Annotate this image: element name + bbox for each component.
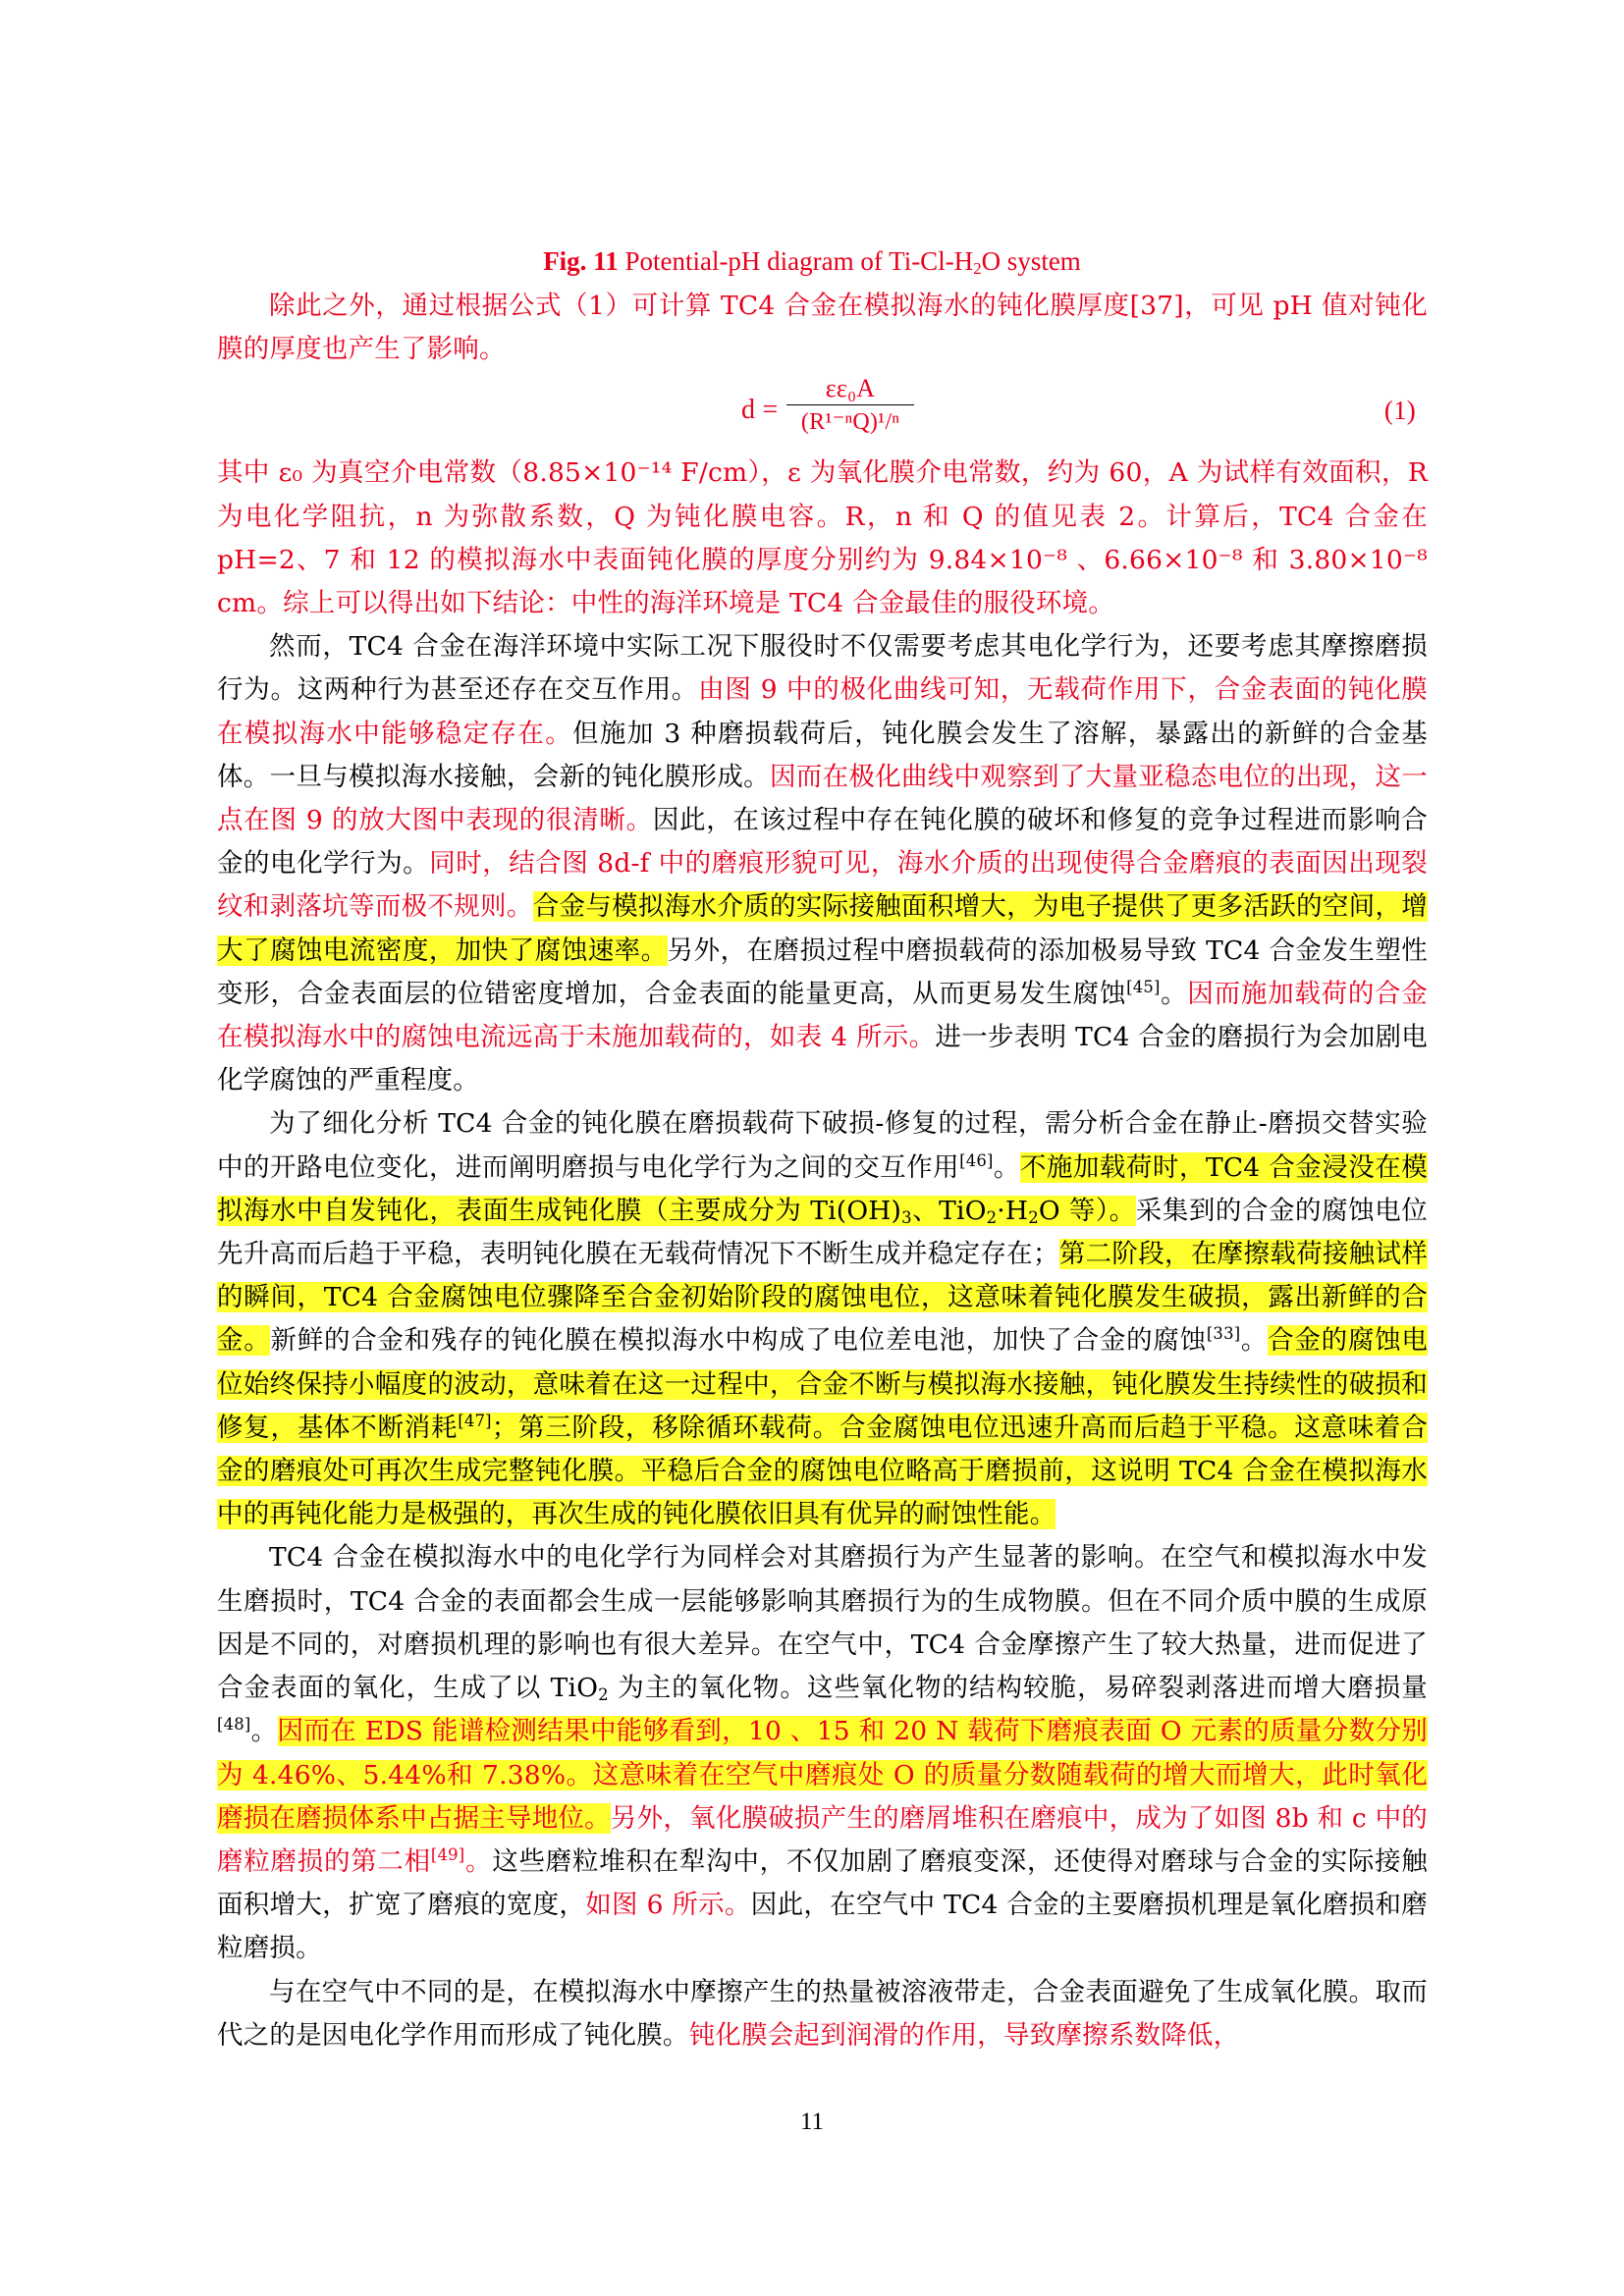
page-number: 11 (799, 2109, 825, 2135)
p3-sentence-5: 因此，在该过程中存在钝化膜的破坏和修复的竞争过程进而影响合金的电化学行为。 (217, 805, 1428, 880)
citation-48: [48] (217, 1715, 251, 1735)
p5-sentence-3: 另外，氧化膜破损产生的磨屑堆积在磨痕中，成为了如图 8b 和 c 中的磨粒磨损的第二相 (217, 1802, 1429, 1877)
paragraph-2: 其中 ε₀ 为真空介电常数（8.85×10⁻¹⁴ F/cm），ε 为氧化膜介电常数，约为 60，A 为试样有效面积，R 为电化学阻抗，n 为弥散系数，Q 为钝化膜电容。R，n 和 Q 的值见表 2。计算后，TC4 合金在 pH=2、7 和 12 的模拟海水中表面钝化膜的厚度分别约为 9.84×10⁻⁸ 、6.66×10⁻⁸ 和 3.80×10⁻⁸ cm。综上可以得出如下结论：中性的海洋环境是 TC4 合金最佳的服役环境。 (217, 457, 1428, 619)
p5-sentence-4: 这些磨粒堆积在犁沟中，不仅加剧了磨痕变深，还使得对磨球与合金的实际接触面积增大，扩宽了磨痕的宽度， (217, 1845, 1428, 1921)
equation-fraction (786, 373, 914, 439)
p4-sub-1: 3 (901, 1207, 912, 1227)
paragraph-1: 除此之外，通过根据公式（1）可计算 TC4 合金在模拟海水的钝化膜厚度[37]，可见 pH 值对钝化膜的厚度也产生了影响。 (217, 291, 1428, 365)
p4-sentence-6-end: ；第三阶段，移除循环载荷。合金腐蚀电位迅速升高而后趋于平稳。这意味着合金的磨痕处可再次生成完整钝化膜。平稳后合金的腐蚀电位略高于磨损前，这说明 TC4 合金在模拟海水中的再钝化能力是极强的，再次生成的钝化膜依旧具有优异的耐蚀性能。 (217, 1412, 1428, 1530)
p3-highlight-1: 合金与模拟海水介质的实际接触面积增大，为电子提供了更多活跃的空间，增大了腐蚀电流密度，加快了腐蚀速率。 (217, 891, 1428, 966)
paragraph-3 (217, 625, 1428, 1102)
p5-highlight-1: 因而在 EDS 能谱检测结果中能够看到，10 、15 和 20 N 载荷下磨痕表面 O 元素的质量分数分别为 4.46%、5.44%和 7.38%。这意味着在空气中磨痕处 O 的质量分数随载荷的增大而增大，此时氧化磨损在磨损体系中占据主导地位。 (217, 1716, 1428, 1834)
p4-sentence-1: 为了细化分析 TC4 合金的钝化膜在磨损载荷下破损-修复的过程，需分析合金在静止-磨损交替实验中的开路电位变化，进而阐明磨损与电化学行为之间的交互作用 (217, 1108, 1428, 1183)
citation-47: [47] (458, 1412, 492, 1431)
p3-sentence-8-end: 。 (1160, 978, 1188, 1009)
p4-sentence-5: 新鲜的合金和残存的钝化膜在模拟海水中构成了电位差电池，加快了合金的腐蚀 (270, 1325, 1207, 1357)
p5-sentence-1-end: 为主的氧化物。这些氧化物的结构较脆，易碎裂剥落进而增大磨损量 (608, 1673, 1429, 1704)
p3-sentence-4: 因而在极化曲线中观察到了大量亚稳态电位的出现，这一点在图 9 的放大图中表现的很清晰。 (217, 761, 1429, 836)
p3-sentence-3: 但施加 3 种磨损载荷后，钝化膜会发生了溶解，暴露出的新鲜的合金基体。一旦与模拟海水接触，会新的钝化膜形成。 (217, 718, 1428, 792)
p4-sentence-2-mid: 、TiO (911, 1195, 987, 1226)
p3-sentence-1: 然而，TC4 合金在海洋环境中实际工况下服役时不仅需要考虑其电化学行为，还要考虑其摩擦磨损行为。这两种行为甚至还存在交互作用。 (217, 631, 1428, 706)
equation-lhs: d = (741, 395, 779, 426)
equation-1 (217, 373, 1428, 448)
citation-45: [45] (1126, 978, 1161, 996)
citation-49: [49] (430, 1845, 465, 1865)
p5-sub-1: 2 (598, 1685, 609, 1705)
p4-highlight-3 (217, 1325, 1428, 1529)
p4-sentence-1-end: 。 (993, 1151, 1020, 1183)
p6-sentence-1: 与在空气中不同的是，在模拟海水中摩擦产生的热量被溶液带走，合金表面避免了生成氧化膜。取而代之的是因电化学作用而形成了钝化膜。 (217, 1976, 1428, 2051)
p6-sentence-2: 钝化膜会起到润滑的作用，导致摩擦系数降低， (688, 2019, 1240, 2051)
p4-sentence-2-end: ·H (997, 1195, 1029, 1226)
p3-sentence-9: 因而施加载荷的合金在模拟海水中的腐蚀电流远高于未施加载荷的，如表 4 所示。 (217, 978, 1428, 1053)
p4-sentence-3: 采集到的合金的腐蚀电位先升高而后趋于平稳，表明钝化膜在无载荷情况下不断生成并稳定存在； (217, 1195, 1428, 1270)
citation-46: [46] (959, 1150, 994, 1170)
p3-sentence-10: 进一步表明 TC4 合金的磨损行为会加剧电化学腐蚀的严重程度。 (217, 1022, 1428, 1096)
caption-text-end: O system (981, 246, 1081, 276)
p4-sentence-2: 不施加载荷时，TC4 合金浸没在模拟海水中自发钝化，表面生成钝化膜（主要成分为 Ti(OH) (217, 1151, 1428, 1226)
p4-sentence-6: 合金的腐蚀电位始终保持小幅度的波动，意味着在这一过程中，合金不断与模拟海水接触，钝化膜发生持续性的破损和修复，基体不断消耗 (217, 1325, 1429, 1443)
p3-sentence-2: 由图 9 中的极化曲线可知，无载荷作用下，合金表面的钝化膜在模拟海水中能够稳定存在。 (217, 674, 1428, 749)
body-text (217, 285, 1428, 2057)
equation-denominator: (R¹⁻ⁿQ)¹/ⁿ (800, 409, 900, 436)
p5-sentence-6: 因此，在空气中 TC4 合金的主要磨损机理是氧化磨损和磨粒磨损。 (217, 1890, 1428, 1964)
paragraph-4 (217, 1102, 1428, 1536)
p4-highlight-2: 第二阶段，在摩擦载荷接触试样的瞬间，TC4 合金腐蚀电位骤降至合金初始阶段的腐蚀电位，这意味着钝化膜发生破损，露出新鲜的合金。 (217, 1239, 1428, 1357)
p4-sub-2: 2 (986, 1207, 998, 1227)
caption-subscript: 2 (973, 259, 982, 279)
paragraph-6 (217, 1971, 1428, 2057)
citation-33: [33] (1206, 1324, 1241, 1344)
equation-number: (1) (1383, 396, 1416, 426)
p5-sentence-1-dot: 。 (250, 1716, 278, 1747)
p3-sentence-8: 另外，在磨损过程中磨损载荷的添加极易导致 TC4 合金发生塑性变形，合金表面层的位错密度增加，合金表面的能量更高，从而更易发生腐蚀 (217, 934, 1429, 1009)
p4-sub-3: 2 (1028, 1207, 1039, 1227)
caption-text: Potential-pH diagram of Ti-Cl-H (618, 246, 974, 276)
p4-sentence-2-tail: O 等）。 (1038, 1195, 1136, 1226)
p5-sentence-1: TC4 合金在模拟海水中的电化学行为同样会对其磨损行为产生显著的影响。在空气和模拟海水中发生磨损时，TC4 合金的表面都会生成一层能够影响其磨损行为的生成物膜。但在不同介质中膜的生成原因是不同的，对磨损机理的影响也有很大差异。在空气中，TC4 合金摩擦产生了较大热量，进而促进了合金表面的氧化，生成了以 TiO (217, 1542, 1428, 1704)
p5-sentence-5: 如图 6 所示。 (585, 1890, 751, 1921)
figure-caption (0, 243, 1624, 279)
figure-label: Fig. 11 (543, 246, 619, 276)
p5-sentence-3-end: 。 (464, 1845, 493, 1877)
paragraph-5 (217, 1536, 1428, 1970)
p4-sentence-5-end: 。 (1240, 1325, 1269, 1357)
equation-numerator: εε₀A (786, 373, 914, 405)
p3-sentence-6: 同时，结合图 8d-f 中的磨痕形貌可见，海水介质的出现使得合金磨痕的表面因出现裂纹和剥落坑等而极不规则。 (217, 848, 1428, 923)
